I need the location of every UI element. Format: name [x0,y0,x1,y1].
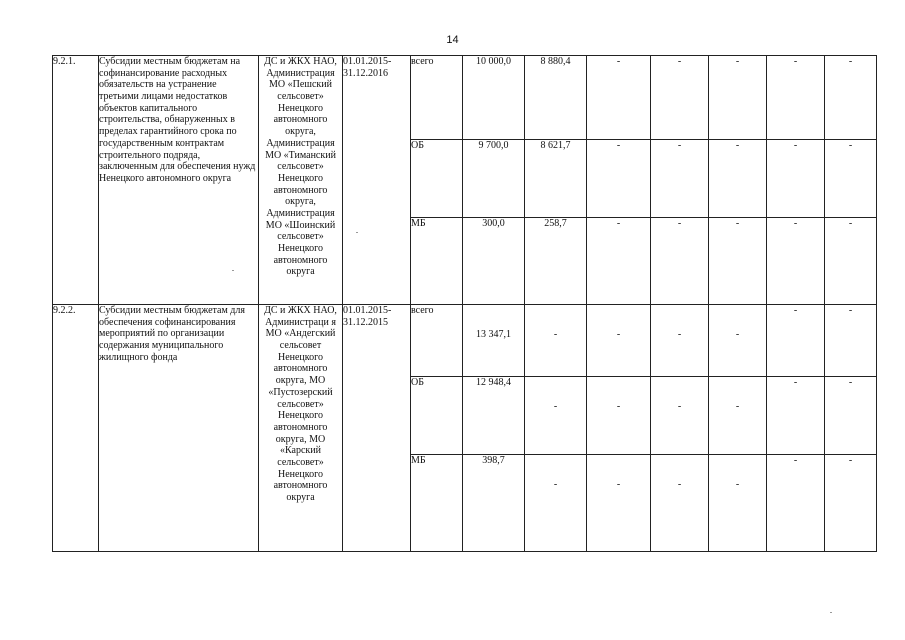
funding-value: - [651,218,709,305]
funding-value: 12 948,4 [463,377,525,455]
funding-value: - [825,140,877,218]
funding-value: - [587,377,651,455]
funding-value: - [709,305,767,377]
funding-value: - [709,377,767,455]
scan-speck [830,612,832,613]
funding-value: - [587,56,651,140]
scan-speck [356,232,358,233]
funding-value: - [709,218,767,305]
scan-speck [232,270,234,271]
item-period: 01.01.2015-31.12.2015 [343,305,411,552]
funding-value: - [651,56,709,140]
item-name: Субсидии местным бюджетам для обеспечения софинансирования мероприятий по организации содержания муниципального жилищного фонда [99,305,259,552]
funding-source: МБ [411,455,463,552]
funding-value: - [587,218,651,305]
funding-source: ОБ [411,140,463,218]
item-executor: ДС и ЖКХ НАО, Администрация МО «Пешский сельсовет» Ненецкого автономного округа, Администрация МО «Тиманский сельсовет» Ненецкого автономного округа, Администрация МО «Шоинский сельсовет» Ненецкого автономного округа [259,56,343,305]
funding-value: - [651,140,709,218]
funding-value: 8 880,4 [525,56,587,140]
funding-source: всего [411,56,463,140]
funding-value: - [709,140,767,218]
funding-value: 398,7 [463,455,525,552]
funding-value: - [525,377,587,455]
funding-value: - [709,56,767,140]
funding-value: - [767,455,825,552]
funding-value: - [651,455,709,552]
funding-value: - [825,377,877,455]
table-row [53,305,877,377]
funding-value: 300,0 [463,218,525,305]
funding-source: МБ [411,218,463,305]
funding-value: - [525,305,587,377]
funding-value: - [709,455,767,552]
funding-value: - [767,56,825,140]
program-table [52,55,877,552]
funding-value: - [767,377,825,455]
funding-value: 258,7 [525,218,587,305]
funding-source: всего [411,305,463,377]
funding-value: - [767,305,825,377]
funding-value: - [825,455,877,552]
funding-value: - [825,218,877,305]
funding-value: 9 700,0 [463,140,525,218]
funding-value: - [587,305,651,377]
funding-value: 10 000,0 [463,56,525,140]
funding-value: 8 621,7 [525,140,587,218]
funding-value: - [767,140,825,218]
funding-value: 13 347,1 [463,305,525,377]
funding-value: - [651,305,709,377]
funding-value: - [587,140,651,218]
item-period: 01.01.2015-31.12.2016 [343,56,411,305]
table-row [53,56,877,140]
item-number: 9.2.1. [53,56,99,305]
item-number: 9.2.2. [53,305,99,552]
item-executor: ДС и ЖКХ НАО, Администраци я МО «Андегский сельсовет Ненецкого автономного округа, МО «Пустозерский сельсовет» Ненецкого автономного округа, МО «Карский сельсовет» Ненецкого автономного округа [259,305,343,552]
item-name: Субсидии местным бюджетам на софинансирование расходных обязательств на устранение третьими лицами недостатков объектов капитального строительства, обнаруженных в пределах гарантийного срока по государственным контрактам строительного подряда, заключенным для обеспечения нужд Ненецкого автономного округа [99,56,259,305]
funding-source: ОБ [411,377,463,455]
funding-value: - [767,218,825,305]
funding-value: - [825,305,877,377]
page-number: 14 [446,34,459,46]
funding-value: - [525,455,587,552]
funding-value: - [587,455,651,552]
funding-value: - [651,377,709,455]
funding-value: - [825,56,877,140]
